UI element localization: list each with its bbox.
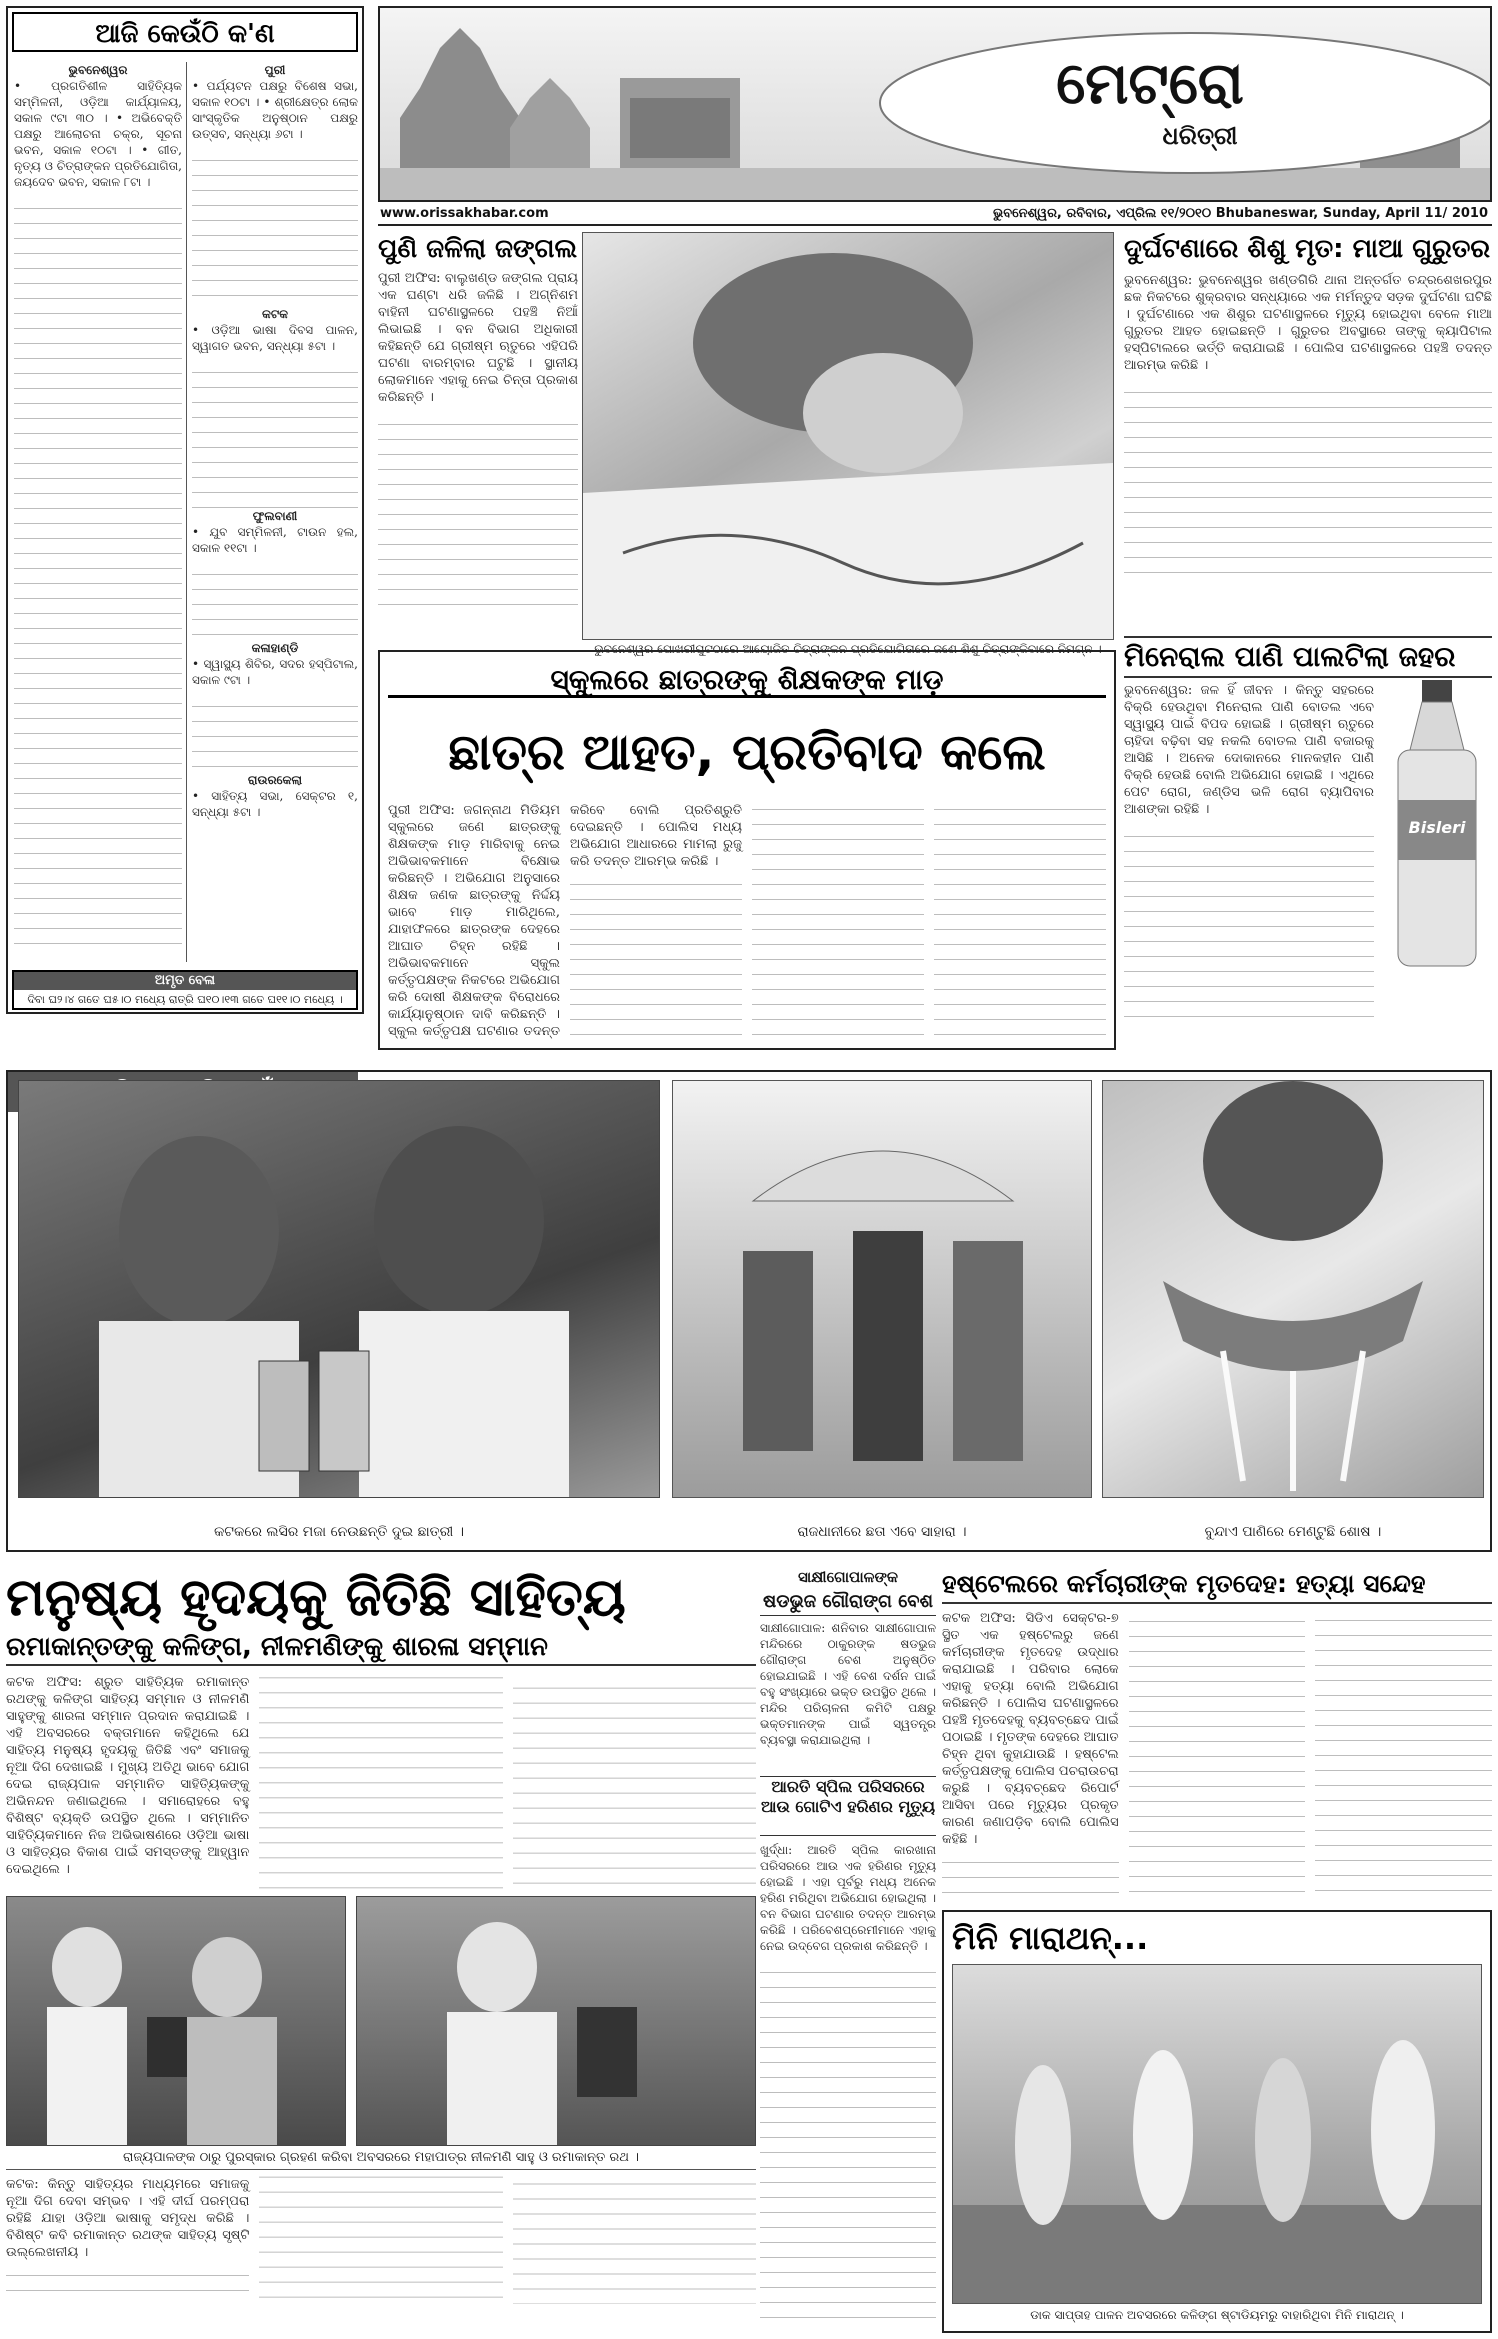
- story-literature-bottom: [6, 2176, 756, 2326]
- woman-3-figure: [953, 1241, 1023, 1461]
- photo-umbrella: [672, 1080, 1092, 1498]
- story-hostel-headline: ହଷ୍ଟେଲରେ କର୍ମଚାରୀଙ୍କ ମୃତଦେହ: ହତ୍ୟା ସନ୍ଦେହ: [942, 1566, 1492, 1604]
- skyline-ground: [380, 168, 1490, 200]
- story-hostel-body-text: କଟକ ଅଫିସ: ସିଡିଏ ସେକ୍ଟର-୭ ସ୍ଥିତ ଏକ ହଷ୍ଟେଲରୁ ଜଣେ କର୍ମଚାରୀଙ୍କ ମୃତଦେହ ଉଦ୍ଧାର କରାଯାଇଛି । ପରିବାର ଲୋକେ ଏହାକୁ ହତ୍ୟା ବୋଲି ଅଭିଯୋଗ କରିଛନ୍ତି । ପୋଲିସ ଘଟଣାସ୍ଥଳରେ ପହଞ୍ଚି ମୃତଦେହକୁ ବ୍ୟବଚ୍ଛେଦ ପାଇଁ ପଠାଇଛି । ମୃତଙ୍କ ଦେହରେ ଆଘାତ ଚିହ୍ନ ଥିବା କୁହାଯାଉଛି । ହଷ୍ଟେଲ କର୍ତ୍ତୃପକ୍ଷଙ୍କୁ ପୋଲିସ ପଚରାଉଚରା କରୁଛି । ବ୍ୟବଚ୍ଛେଦ ରିପୋର୍ଟ ଆସିବା ପରେ ମୃତ୍ୟୁର ପ୍ରକୃତ କାରଣ ଜଣାପଡ଼ିବ ବୋଲି ପୋଲିସ କହିଛି ।: [942, 1611, 1119, 1847]
- amruta-vela-title: ଅମୃତ ବେଳା: [14, 972, 356, 990]
- events-col1-heading: ଭୁବନେଶ୍ୱର: [68, 63, 128, 77]
- events-col1-filler: [14, 194, 182, 954]
- runner-3-figure: [1255, 2058, 1311, 2222]
- story-literature-subhead: ରମାକାନ୍ତଙ୍କୁ କଳିଙ୍ଗ, ନୀଳମଣିଙ୍କୁ ଶାରଳା ସମ୍ମାନ: [6, 1630, 756, 1666]
- events-col2-filler-c: [192, 560, 358, 640]
- story-teacher-kicker: ସ୍କୁଲରେ ଛାତ୍ରଙ୍କୁ ଶିକ୍ଷକଙ୍କ ମାଡ଼: [388, 662, 1106, 698]
- woman-1-figure: [743, 1251, 813, 1451]
- man-2-body: [187, 2017, 277, 2145]
- story-hostel-body: [942, 1610, 1492, 1906]
- photo-lassi: [18, 1080, 660, 1498]
- events-col2-text: • ପର୍ଯ୍ୟଟନ ପକ୍ଷରୁ ବିଶେଷ ସଭା, ସକାଳ ୧୦ଟା । • ଶ୍ରୀକ୍ଷେତ୍ର ଲୋକ ସାଂସ୍କୃତିକ ଅନୁଷ୍ଠାନ ପକ୍ଷରୁ ଉତ୍ସବ, ସନ୍ଧ୍ୟା ୬ଟା ।: [192, 79, 358, 141]
- story-teacher-body-text: ପୁରୀ ଅଫିସ: ଜଗନ୍ନାଥ ମିଡିୟମ ସ୍କୁଲରେ ଜଣେ ଛାତ୍ରଙ୍କୁ ଶିକ୍ଷକଙ୍କ ମାଡ଼ ମାରିବାକୁ ନେଇ ଅଭିଭାବକମାନେ ବିକ୍ଷୋଭ କରିଛନ୍ତି । ଅଭିଯୋଗ ଅନୁସାରେ ଶିକ୍ଷକ ଜଣକ ଛାତ୍ରଙ୍କୁ ନିର୍ଦ୍ଦୟ ଭାବେ ମାଡ଼ ମାରିଥିଲେ, ଯାହାଫଳରେ ଛାତ୍ରଙ୍କ ଦେହରେ ଆଘାତ ଚିହ୍ନ ରହିଛି । ଅଭିଭାବକମାନେ ସ୍କୁଲ କର୍ତ୍ତୃପକ୍ଷଙ୍କ ନିକଟରେ ଅଭିଯୋଗ କରି ଦୋଷୀ ଶିକ୍ଷକଙ୍କ ବିରୋଧରେ କାର୍ଯ୍ୟାନୁଷ୍ଠାନ ଦାବି କରିଛନ୍ତି । ସ୍କୁଲ କର୍ତ୍ତୃପକ୍ଷ ଘଟଣାର ତଦନ୍ତ କରିବେ ବୋଲି ପ୍ରତିଶ୍ରୁତି ଦେଇଛନ୍ତି । ପୋଲିସ ମଧ୍ୟ ଅଭିଯୋଗ ଆଧାରରେ ମାମଲା ରୁଜୁ କରି ତଦନ୍ତ ଆରମ୍ଭ କରିଛି ।: [388, 803, 742, 1039]
- masthead-logo: ମେଟ୍ରୋ: [1056, 49, 1244, 117]
- story-jungle-title: ପୁଣି ଜଳିଲା ଜଙ୍ଗଲ: [378, 234, 578, 264]
- temple-silhouette: [400, 28, 520, 168]
- story-literature-body: [6, 1674, 756, 1892]
- events-col2-text-c: • ଯୁବ ସମ୍ମିଳନୀ, ଟାଉନ ହଲ, ସକାଳ ୧୧ଟା ।: [192, 525, 358, 555]
- boy-head: [1203, 1081, 1383, 1241]
- runner-4-figure: [1371, 2040, 1435, 2220]
- marathon-illustration: [953, 1965, 1481, 2303]
- events-col2-filler-a: [192, 146, 358, 306]
- story-teacher-headline: ଛାତ୍ର ଆହତ, ପ୍ରତିବାଦ କଲେ: [448, 723, 1046, 781]
- events-col2-filler-d: [192, 692, 358, 772]
- dateline-bar: [378, 204, 1492, 226]
- story-mineral-title: ମିନେରାଲ ପାଣି ପାଲଟିଲା ଜହର: [1124, 636, 1492, 678]
- mini-marathon-box: [942, 1910, 1492, 2333]
- umbrella-illustration: [673, 1081, 1091, 1497]
- runner-1-figure: [1015, 2065, 1071, 2225]
- story-literature-headline: ମନୁଷ୍ୟ ହୃଦୟକୁ ଜିତିଛି ସାହିତ୍ୟ: [6, 1568, 626, 1628]
- story-teacher: [378, 650, 1116, 1050]
- story-deer-body: [760, 1842, 936, 2330]
- photo-drinking-water: [1102, 1080, 1484, 1498]
- story-deer-filler: [760, 1958, 936, 2318]
- events-col2-text-d: • ସ୍ୱାସ୍ଥ୍ୟ ଶିବିର, ସଦର ହସ୍ପିଟାଲ, ସକାଳ ୯ଟା ।: [192, 657, 358, 687]
- story-child-death: [1124, 232, 1492, 632]
- girl-2-head: [374, 1126, 544, 1316]
- story-child-death-body: ଭୁବନେଶ୍ୱର: ଭୁବନେଶ୍ୱର ଖଣ୍ଡଗିରି ଥାନା ଅନ୍ତର୍ଗତ ଚନ୍ଦ୍ରଶେଖରପୁର ଛକ ନିକଟରେ ଶୁକ୍ରବାର ସନ୍ଧ୍ୟାରେ ଏକ ମର୍ମନ୍ତୁଦ ସଡ଼କ ଦୁର୍ଘଟଣା ଘଟିଛି । ଦୁର୍ଘଟଣାରେ ଏକ ଶିଶୁର ଘଟଣାସ୍ଥଳରେ ମୃତ୍ୟୁ ହୋଇଥିବା ବେଳେ ମାଆ ଗୁରୁତର ଆହତ ହୋଇଛନ୍ତି । ଗୁରୁତର ଅବସ୍ଥାରେ ତାଙ୍କୁ କ୍ୟାପିଟାଲ ହସ୍ପିଟାଲରେ ଭର୍ତ୍ତି କରାଯାଇଛି । ପୋଲିସ ଘଟଣାସ୍ଥଳରେ ପହଞ୍ଚି ତଦନ୍ତ ଆରମ୍ଭ କରିଛି ।: [1124, 273, 1492, 373]
- man-3-body: [447, 2012, 557, 2145]
- runner-2-figure: [1133, 2050, 1193, 2220]
- bottle-cap: [1422, 680, 1452, 702]
- story-mineral-body: [1124, 682, 1374, 1062]
- story-mineral-filler: [1124, 822, 1374, 1022]
- events-box-title: ଆଜି କେଉଁଠି କ'ଣ: [12, 12, 358, 52]
- girl-2-uniform: [359, 1311, 569, 1497]
- events-col2-heading-b: କଟକ: [261, 307, 289, 321]
- bottle-label-text: Bisleri: [1408, 818, 1466, 837]
- story-mineral-water: [1124, 636, 1492, 1066]
- amruta-vela-box: [12, 970, 358, 1010]
- award-illustration-1: [7, 1897, 345, 2145]
- mini-marathon-title: ମିନି ମାରାଥନ୍...: [952, 1919, 1149, 1957]
- temple-silhouette-2: [510, 78, 590, 168]
- child-face-shape: [803, 353, 963, 473]
- story-literature-bottom-text: କଟକ: କିନ୍ତୁ ସାହିତ୍ୟର ମାଧ୍ୟମରେ ସମାଜକୁ ନୂଆ ଦିଗ ଦେବା ସମ୍ଭବ । ଏହି ଦୀର୍ଘ ପରମ୍ପରା ରହିଛି ଯାହା ଓଡ଼ିଆ ଭାଷାକୁ ସମୃଦ୍ଧ କରିଛି । ବିଶିଷ୍ଟ କବି ରମାକାନ୍ତ ରଥଙ୍କ ସାହିତ୍ୟ ସୃଷ୍ଟି ଉଲ୍ଲେଖନୀୟ ।: [6, 2177, 250, 2260]
- lassi-glass-2: [319, 1351, 369, 1471]
- lassi-glass-1: [259, 1361, 309, 1471]
- man-2-head: [192, 1937, 262, 2017]
- story-mineral-body-text: ଭୁବନେଶ୍ୱର: ଜଳ ହିଁ ଜୀବନ । କିନ୍ତୁ ସହରରେ ବିକ୍ରି ହେଉଥିବା ମିନେରାଲ ପାଣି ବୋତଲ ଏବେ ସ୍ୱାସ୍ଥ୍ୟ ପାଇଁ ବିପଦ ହୋଇଛି । ଗ୍ରୀଷ୍ମ ଋତୁରେ ଚାହିଦା ବଢ଼ିବା ସହ ନକଲି ବୋତଲ ପାଣି ବଜାରକୁ ଆସିଛି । ଅନେକ ଦୋକାନରେ ମାନକହୀନ ପାଣି ବିକ୍ରି ହେଉଛି ବୋଲି ଅଭିଯୋଗ ହୋଇଛି । ଏଥିରେ ପେଟ ରୋଗ, ଜଣ୍ଡିସ ଭଳି ରୋଗ ବ୍ୟାପିବାର ଆଶଙ୍କା ରହିଛି ।: [1124, 683, 1374, 817]
- lassi-illustration: [19, 1081, 659, 1497]
- caption-umbrella: ରାଜଧାନୀରେ ଛତା ଏବେ ସାହାରା ।: [797, 1524, 967, 1540]
- dateline: ଭୁବନେଶ୍ୱର, ରବିବାର, ଏପ୍ରିଲ ୧୧/୨୦୧୦ Bhubaneswar, Sunday, April 11/ 2010: [993, 206, 1488, 221]
- masthead-sublogo: ଧରିତ୍ରୀ: [1162, 122, 1238, 150]
- events-col2-text-e: • ସାହିତ୍ୟ ସଭା, ସେକ୍ଟର ୧, ସନ୍ଧ୍ୟା ୫ଟା ।: [192, 789, 358, 819]
- events-col2-heading-d: କଳାହାଣ୍ଡି: [251, 641, 299, 655]
- story-literature-body-text: କଟକ ଅଫିସ: ଶ୍ରୁତ ସାହିତ୍ୟିକ ରମାକାନ୍ତ ରଥଙ୍କୁ କଳିଙ୍ଗ ସାହିତ୍ୟ ସମ୍ମାନ ଓ ନୀଳମଣି ସାହୁଙ୍କୁ ଶାରଳା ସମ୍ମାନ ପ୍ରଦାନ କରାଯାଇଛି । ଏହି ଅବସରରେ ବକ୍ତାମାନେ କହିଥିଲେ ଯେ ସାହିତ୍ୟ ମନୁଷ୍ୟ ହୃଦୟକୁ ଜିତିଛି ଏବଂ ସମାଜକୁ ନୂଆ ଦିଗ ଦେଖାଇଛି । ମୁଖ୍ୟ ଅତିଥି ଭାବେ ଯୋଗ ଦେଇ ରାଜ୍ୟପାଳ ସମ୍ମାନିତ ସାହିତ୍ୟିକଙ୍କୁ ଅଭିନନ୍ଦନ ଜଣାଇଥିଲେ । ସମାରୋହରେ ବହୁ ବିଶିଷ୍ଟ ବ୍ୟକ୍ତି ଉପସ୍ଥିତ ଥିଲେ । ସମ୍ମାନିତ ସାହିତ୍ୟିକମାନେ ନିଜ ଅଭିଭାଷଣରେ ଓଡ଼ିଆ ଭାଷା ଓ ସାହିତ୍ୟର ବିକାଶ ପାଇଁ ସମସ୍ତଙ୍କୁ ଆହ୍ୱାନ ଦେଇଥିଲେ ।: [6, 1675, 250, 1877]
- photo-child-caption: ଭୁବନେଶ୍ୱର ପୋଖରୀପୁଟଠାରେ ଆୟୋଜିତ ଚିତ୍ରାଙ୍କନ ପ୍ରତିଯୋଗିତାରେ ଜଣେ ଶିଶୁ ଚିତ୍ରାଙ୍କିବାରେ ନିମଗ୍ନ ।: [594, 642, 1102, 656]
- mini-marathon-caption: ଡାକ ସାପ୍ତାହ ପାଳନ ଅବସରରେ କଳିଙ୍ଗ ଷ୍ଟାଡିୟମରୁ ବାହାରିଥିବା ମିନି ମାରାଥନ୍ ।: [1030, 2308, 1404, 2322]
- photo-marathon: [952, 1964, 1482, 2304]
- story-jungle: [378, 232, 578, 642]
- child-drawing-illustration: [583, 233, 1113, 639]
- building-columns: [630, 98, 730, 158]
- story-child-death-filler: [1124, 378, 1492, 578]
- plaque-1: [147, 2017, 187, 2077]
- drawing-paper-shape: [583, 463, 1113, 639]
- photo-strip: [6, 1070, 1492, 1552]
- events-col2-filler-b: [192, 358, 358, 508]
- plaque-2: [577, 2007, 637, 2097]
- photo-award-2: [356, 1896, 756, 2146]
- events-col-1: [14, 62, 182, 962]
- photo-award-1: [6, 1896, 346, 2146]
- man-1-head: [52, 1927, 122, 2007]
- man-1-body: [47, 2007, 127, 2145]
- caption-lassi: କଟକରେ ଲସିର ମଜା ନେଉଛନ୍ତି ଦୁଇ ଛାତ୍ରୀ ।: [213, 1524, 465, 1540]
- story-child-death-title: ଦୁର୍ଘଟଣାରେ ଶିଶୁ ମୃତ: ମାଆ ଗୁରୁତର: [1124, 234, 1491, 264]
- award-photo-caption: ରାଜ୍ୟପାଳଙ୍କ ଠାରୁ ପୁରସ୍କାର ଗ୍ରହଣ କରିବା ଅବସରରେ ମହାପାତ୍ର ନୀଳମଣି ସାହୁ ଓ ରମାକାନ୍ତ ରଥ ।: [6, 2150, 756, 2170]
- cupped-hands: [1163, 1281, 1423, 1371]
- events-col1-text: • ପ୍ରଗତିଶୀଳ ସାହିତ୍ୟିକ ସମ୍ମିଳନୀ, ଓଡ଼ିଆ କାର୍ଯ୍ୟାଳୟ, ସକାଳ ୯ଟା ୩୦ । • ଅଭିବେକ୍ତି ପକ୍ଷରୁ ଆଲୋଚନା ଚକ୍ର, ସୂଚନା ଭବନ, ସକାଳ ୧୦ଟା । • ଗୀତ, ନୃତ୍ୟ ଓ ଚିତ୍ରାଙ୍କନ ପ୍ରତିଯୋଗିତା, ଜୟଦେବ ଭବନ, ସକାଳ ୮ଟା ।: [14, 79, 182, 189]
- events-col-2: [192, 62, 358, 962]
- events-col-divider: [186, 62, 187, 962]
- girl-1-head: [119, 1136, 279, 1326]
- story-jungle-filler: [378, 410, 578, 610]
- man-3-head: [457, 1922, 537, 2012]
- story-teacher-body: [388, 802, 1106, 1042]
- story-jungle-body: ପୁରୀ ଅଫିସ: ବାଲୁଖଣ୍ଡ ଜଙ୍ଗଲ ପ୍ରାୟ ଏକ ଘଣ୍ଟା ଧରି ଜଳିଛି । ଅଗ୍ନିଶମ ବାହିନୀ ଘଟଣାସ୍ଥଳରେ ପହଞ୍ଚି ନିଆଁ ଲିଭାଇଛି । ବନ ବିଭାଗ ଅଧିକାରୀ କହିଛନ୍ତି ଯେ ଗ୍ରୀଷ୍ମ ଋତୁରେ ଏହିପରି ଘଟଣା ବାରମ୍ବାର ଘଟୁଛି । ସ୍ଥାନୀୟ ଲୋକମାନେ ଏହାକୁ ନେଇ ଚିନ୍ତା ପ୍ରକାଶ କରିଛନ୍ତି ।: [378, 271, 578, 405]
- bottle-neck: [1410, 702, 1464, 750]
- caption-drinking: ବୁନ୍ଦାଏ ପାଣିରେ ମେଣ୍ଟୁଛି ଶୋଷ ।: [1204, 1524, 1382, 1540]
- website-url[interactable]: www.orissakhabar.com: [380, 206, 549, 221]
- amruta-vela-text: ଦିବା ଘ୨।୪ ଗତେ ଘ୫।୦ ମଧ୍ୟେ ରାତ୍ରି ଘ୧୦।୧୩ ଗତେ ଘ୧୧।୦ ମଧ୍ୟେ ।: [27, 993, 343, 1006]
- events-box: [6, 6, 364, 1014]
- events-col2-heading-c: ଫୁଲବାଣୀ: [252, 509, 298, 523]
- award-illustration-2: [357, 1897, 755, 2145]
- photo-child-drawing: [582, 232, 1114, 640]
- water-bottle-photo: [1384, 680, 1490, 970]
- events-col2-text-b: • ଓଡ଼ିଆ ଭାଷା ଦିବସ ପାଳନ, ସ୍ୱାଗତ ଭବନ, ସନ୍ଧ୍ୟା ୫ଟା ।: [192, 323, 358, 353]
- events-col2-heading: ପୁରୀ: [264, 63, 286, 77]
- umbrella-shape: [753, 1151, 1013, 1201]
- story-sakshigopal-kicker: ସାକ୍ଷୀଗୋପାଳଙ୍କ: [797, 1568, 899, 1586]
- story-sakshigopal-title: ଷଡଭୁଜ ଗୌରାଙ୍ଗ ବେଶ: [760, 1588, 936, 1616]
- drinking-illustration: [1103, 1081, 1483, 1497]
- masthead: [378, 6, 1492, 202]
- story-deer-body-text: ଖୁର୍ଦ୍ଧା: ଆରତି ସ୍ପିଲ କାରଖାନା ପରିସରରେ ଆଉ ଏକ ହରିଣର ମୃତ୍ୟୁ ହୋଇଛି । ଏହା ପୂର୍ବରୁ ମଧ୍ୟ ଅନେକ ହରିଣ ମରିଥିବା ଅଭିଯୋଗ ହୋଇଥିଲା । ବନ ବିଭାଗ ଘଟଣାର ତଦନ୍ତ ଆରମ୍ଭ କରିଛି । ପରିବେଶପ୍ରେମୀମାନେ ଏହାକୁ ନେଇ ଉଦ୍‌ବେଗ ପ୍ରକାଶ କରିଛନ୍ତି ।: [760, 1843, 936, 1953]
- story-sakshigopal-body: ସାକ୍ଷୀଗୋପାଳ: ଶନିବାର ସାକ୍ଷୀଗୋପାଳ ମନ୍ଦିରରେ ଠାକୁରଙ୍କ ଷଡଭୁଜ ଗୌରାଙ୍ଗ ବେଶ ଅନୁଷ୍ଠିତ ହୋଇଯାଇଛି । ଏହି ବେଶ ଦର୍ଶନ ପାଇଁ ବହୁ ସଂଖ୍ୟାରେ ଭକ୍ତ ଉପସ୍ଥିତ ଥିଲେ । ମନ୍ଦିର ପରିଚାଳନା କମିଟି ପକ୍ଷରୁ ଭକ୍ତମାନଙ୍କ ପାଇଁ ସ୍ୱତନ୍ତ୍ର ବ୍ୟବସ୍ଥା କରାଯାଇଥିଲା ।: [760, 1621, 936, 1747]
- story-hostel: [942, 1566, 1492, 1906]
- events-col2-heading-e: ରାଉରକେଲା: [247, 773, 303, 787]
- story-sakshigopal: [760, 1566, 936, 2333]
- story-deer-title: ଆରତି ସ୍ପିଲ ପରିସରରେ ଆଉ ଗୋଟିଏ ହରିଣର ମୃତ୍ୟୁ: [760, 1776, 936, 1836]
- woman-2-figure: [853, 1231, 923, 1461]
- story-literature: [6, 1566, 756, 2333]
- water-splash: [1223, 1351, 1363, 1491]
